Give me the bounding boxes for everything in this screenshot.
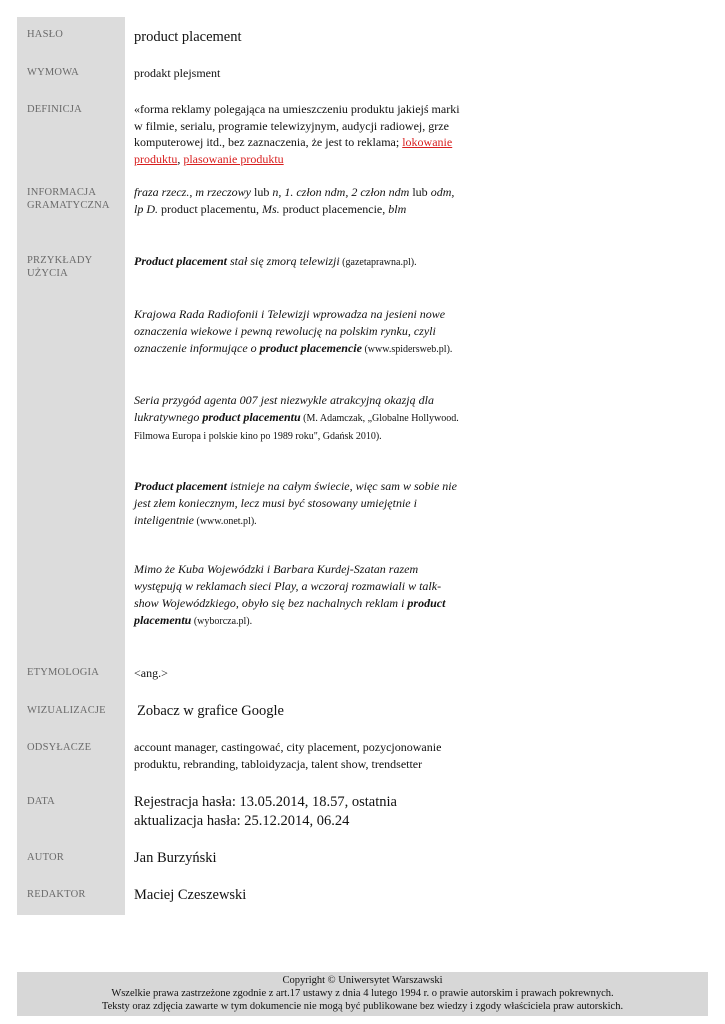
value-haslo: product placement	[134, 29, 242, 45]
label-wymowa: WYMOWA	[27, 67, 79, 78]
label-autor: AUTOR	[27, 852, 64, 863]
grammar-part-1: fraza rzecz., m rzeczowy	[134, 185, 251, 199]
example-keyword: Product placement	[134, 254, 227, 268]
example-source: (M. Adamczak, „Globalne Hollywood. Filmowa Europa i polskie kino po 1989 roku", Gdańsk 2010).	[134, 413, 459, 442]
example-source: (www.onet.pl).	[193, 516, 257, 527]
value-data: Rejestracja hasła: 13.05.2014, 18.57, ostatnia aktualizacja hasła: 25.12.2014, 06.24	[134, 794, 397, 829]
example-text: istnieje na całym świecie, więc sam w sobie nie jest złem koniecznym, lecz musi być stosowany umiejętnie i inteligentnie	[134, 479, 457, 527]
label-przyklady-uzycia: PRZYKŁADY UŻYCIA	[27, 255, 92, 279]
usage-example	[134, 306, 464, 358]
example-keyword: product placemencie	[259, 341, 362, 355]
link-lokowanie-produktu[interactable]: lokowanie produktu	[134, 135, 453, 166]
definition-text: «forma reklamy polegająca na umieszczeniu produktu jakiejś marki w filmie, serialu, programie telewizyjnym, audycji radiowej, grze komputerowej itd., bez zaznaczenia, że jest to reklama;	[134, 102, 460, 149]
label-etymologia: ETYMOLOGIA	[27, 667, 99, 678]
grammar-part-8: product placemencie,	[279, 201, 389, 216]
usage-example	[134, 392, 464, 445]
grammar-part-5: odm, lp D.	[134, 185, 455, 216]
label-wizualizacje: WIZUALIZACJE	[27, 705, 106, 716]
example-keyword: product placementu	[134, 596, 446, 627]
label-haslo: HASŁO	[27, 29, 64, 40]
value-informacja-gramatyczna	[134, 184, 464, 217]
google-images-link[interactable]: Zobacz w grafice Google	[137, 703, 284, 719]
copyright-footer	[17, 972, 708, 1016]
value-odsylacze: account manager, castingować, city placement, pozycjonowanie produktu, rebranding, tabloidyzacja, talent show, trendsetter	[134, 740, 442, 771]
example-text: stał się zmorą telewizji	[227, 254, 340, 268]
example-text: Seria przygód agenta 007 jest niezwykle atrakcyjną okazją dla lukratywnego	[134, 393, 434, 424]
grammar-part-2: lub	[251, 185, 273, 199]
grammar-part-7: Ms.	[261, 201, 280, 216]
usage-example	[134, 253, 464, 271]
example-source: (gazetaprawna.pl).	[339, 257, 417, 268]
grammar-part-9: blm	[388, 201, 407, 216]
value-definicja	[134, 101, 464, 167]
value-etymologia: <ang.>	[134, 666, 168, 680]
example-text: Mimo że Kuba Wojewódzki i Barbara Kurdej-Szatan razem występują w reklamach sieci Play, a wczoraj rozmawiali w talk-show Wojewódzkiego, obyło się bez nachalnych reklam i	[134, 562, 442, 610]
footer-rights: Wszelkie prawa zastrzeżone zgodnie z art.17 ustawy z dnia 4 lutego 1994 r. o prawie autorskim i prawach pokrewnych.	[111, 988, 614, 999]
example-source: (wyborcza.pl).	[191, 616, 253, 627]
grammar-part-3: n, 1. człon ndm, 2 człon ndm	[272, 185, 410, 199]
grammar-part-6: product placementu,	[158, 201, 262, 216]
value-wymowa: prodakt plejsment	[134, 66, 221, 80]
label-informacja-gramatyczna: INFORMACJA GRAMATYCZNA	[27, 187, 110, 211]
grammar-part-4: lub	[409, 185, 431, 199]
label-redaktor: REDAKTOR	[27, 889, 86, 900]
example-keyword: product placementu	[202, 410, 301, 424]
value-autor: Jan Burzyński	[134, 850, 217, 866]
label-data: DATA	[27, 796, 55, 807]
footer-notice: Teksty oraz zdjęcia zawarte w tym dokumencie nie mogą być publikowane bez wiedzy i zgody właściciela praw autorskich.	[101, 1001, 624, 1012]
value-redaktor: Maciej Czeszewski	[134, 887, 247, 903]
example-keyword: Product placement	[134, 479, 227, 493]
label-column-background	[17, 17, 125, 915]
example-source: (www.spidersweb.pl).	[361, 344, 453, 355]
label-definicja: DEFINICJA	[27, 104, 82, 115]
usage-example	[134, 561, 464, 630]
label-odsylacze: ODSYŁACZE	[27, 742, 92, 753]
usage-example	[134, 478, 464, 530]
link-plasowanie-produktu[interactable]: plasowanie produktu	[183, 151, 284, 166]
footer-copyright: Copyright © Uniwersytet Warszawski	[282, 975, 443, 986]
definition-separator: ,	[177, 151, 181, 166]
example-text: Krajowa Rada Radiofonii i Telewizji wprowadza na jesieni nowe oznaczenia wiekowe i pewną rewolucję na polskim rynku, czyli oznaczenie informujące o	[134, 307, 446, 355]
